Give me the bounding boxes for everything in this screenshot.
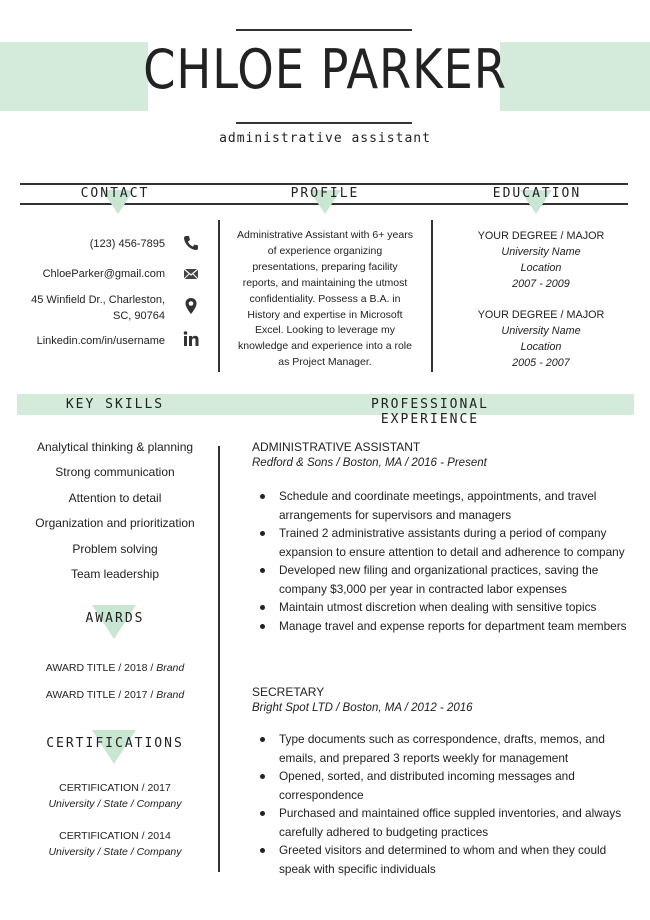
skill-item: Analytical thinking & planning: [36, 440, 194, 454]
skill-item: Organization and prioritization: [35, 516, 195, 530]
left-column-divider: [218, 446, 220, 872]
contact-phone: (123) 456-7895: [89, 238, 165, 250]
job-bullet: Manage travel and expense reports for department team members: [252, 617, 632, 636]
top-section-rule-upper: [20, 183, 628, 185]
job-bullet: Maintain utmost discretion when dealing with sensitive topics: [252, 598, 632, 617]
education-location: Location: [520, 262, 562, 274]
education-years: 2005 - 2007: [512, 357, 570, 369]
contact-email: ChloeParker@gmail.com: [42, 268, 165, 280]
skill-item: Problem solving: [72, 542, 158, 556]
phone-icon: [182, 234, 200, 252]
candidate-name: CHLOE PARKER: [143, 38, 507, 101]
job-bullet: Developed new filing and organizational practices, saving the company $3,000 per year in contracted labor expenses: [252, 561, 632, 598]
education-entry: [446, 228, 636, 292]
job-bullet: Opened, sorted, and distributed incoming messages and correspondence: [252, 767, 632, 804]
name-top-rule: [236, 29, 412, 31]
job-bullet: Purchased and maintained office suppled inventories, and always carefully adhered to budgeting practices: [252, 804, 632, 841]
education-heading: EDUCATION: [492, 186, 582, 201]
job-bullet: Trained 2 administrative assistants during a period of company expansion to ensure attention to detail and adherence to company: [252, 524, 632, 561]
education-degree: YOUR DEGREE / MAJOR: [477, 309, 605, 321]
contact-profile-divider: [218, 220, 220, 372]
contact-heading: CONTACT: [80, 186, 150, 201]
skill-item: Team leadership: [70, 567, 160, 581]
profile-heading: PROFILE: [290, 186, 360, 201]
candidate-role: administrative assistant: [219, 131, 431, 146]
education-degree: YOUR DEGREE / MAJOR: [477, 230, 605, 242]
job-bullet-list: [252, 487, 632, 635]
profile-education-divider: [431, 220, 433, 372]
education-years: 2007 - 2009: [512, 278, 570, 290]
name-bottom-rule: [236, 122, 412, 124]
certification-org: University / State / Company: [48, 845, 182, 858]
contact-linkedin: Linkedin.com/in/username: [36, 335, 165, 347]
certification-item: [20, 781, 210, 812]
award-item: [20, 689, 210, 701]
award-item: [20, 662, 210, 674]
education-entry: [446, 307, 636, 371]
linkedin-icon: [182, 330, 200, 348]
certification-title: CERTIFICATION / 2014: [59, 830, 171, 842]
award-title: AWARD TITLE / 2018 /: [45, 662, 157, 674]
award-title: AWARD TITLE / 2017 /: [45, 689, 157, 701]
contact-address-line1: 45 Winfield Dr., Charleston,: [31, 294, 165, 306]
envelope-icon: [182, 265, 200, 283]
job-bullet: Schedule and coordinate meetings, appointments, and travel arrangements for supervisors and managers: [252, 487, 632, 524]
education-location: Location: [520, 341, 562, 353]
awards-heading: AWARDS: [85, 611, 145, 626]
job-meta: Bright Spot LTD / Boston, MA / 2012 - 2016: [252, 702, 473, 714]
job-title: ADMINISTRATIVE ASSISTANT: [252, 440, 421, 454]
profile-summary: Administrative Assistant with 6+ years of experience organizing presentations, preparing facility reports, and maintaining the utmost confidentiality. Possess a B.A. in History and expertise in Microsoft Excel. Looking to leverage my knowledge and experience into a role as Project Manager.: [237, 229, 413, 369]
certification-org: University / State / Company: [48, 797, 182, 810]
award-brand: Brand: [156, 689, 185, 701]
certification-title: CERTIFICATION / 2017: [59, 782, 171, 794]
skill-item: Strong communication: [55, 465, 175, 479]
job-title: SECRETARY: [252, 685, 325, 699]
job-bullet: Greeted visitors and determined to whom and when they could speak with specific individuals: [252, 841, 632, 878]
job-bullet-list: [252, 730, 632, 878]
location-pin-icon: [182, 297, 200, 315]
job-bullet: Type documents such as correspondence, drafts, memos, and emails, and prepared 3 reports weekly for management: [252, 730, 632, 767]
education-school: University Name: [501, 325, 581, 337]
award-brand: Brand: [156, 662, 185, 674]
certification-item: [20, 829, 210, 860]
job-meta: Redford & Sons / Boston, MA / 2016 - Present: [252, 457, 487, 469]
education-school: University Name: [501, 246, 581, 258]
skill-item: Attention to detail: [68, 491, 162, 505]
contact-address-line2: SC, 90764: [113, 310, 165, 322]
experience-heading: PROFESSIONAL EXPERIENCE: [371, 397, 489, 427]
key-skills-heading: KEY SKILLS: [65, 397, 165, 412]
certifications-heading: CERTIFICATIONS: [46, 736, 184, 751]
